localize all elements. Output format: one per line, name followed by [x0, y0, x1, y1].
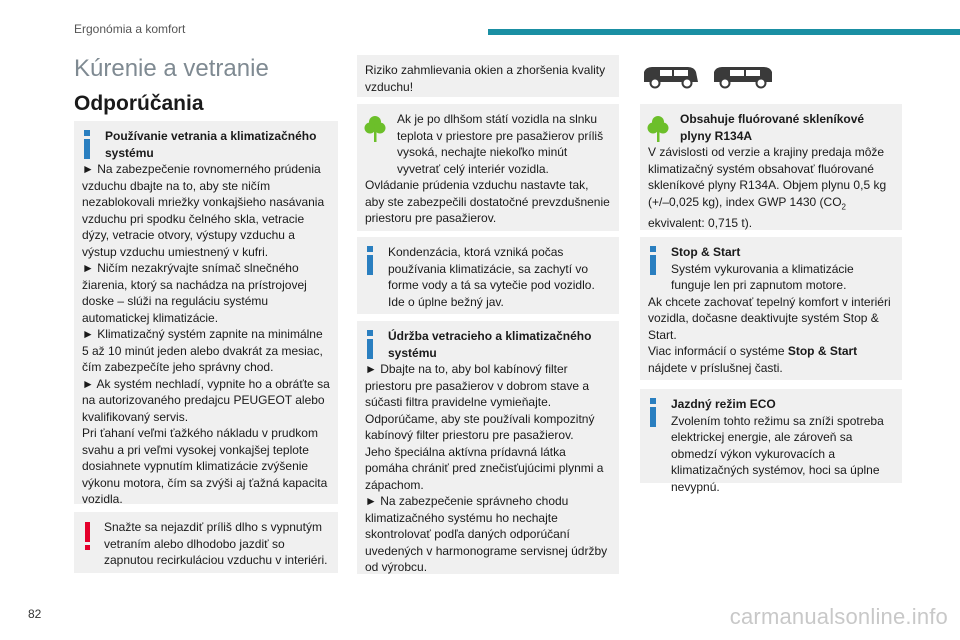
box-text: Riziko zahmlievania okien a zhoršenia kvality vzduchu! [365, 63, 606, 94]
box-text-part: V závislosti od verzie a krajiny predaja môže klimatizačný systém obsahovať fluórované skleníkové plyny R134A. Objem plynu 0,5 kg (+/–0,025 kg), index GWP 1430 (CO [648, 145, 887, 209]
box-text-part: Stop & Start [787, 344, 858, 358]
info-icon [650, 246, 656, 276]
info-icon [367, 246, 373, 276]
box-text: Jeho špeciálna aktívna prídavná látka pomáha chrániť pred znečisťujúcimi plynmi a zápachom. [365, 444, 604, 492]
header-rule [488, 29, 960, 35]
info-box-stop-start [640, 237, 902, 380]
subsection-title: Odporúčania [74, 92, 204, 115]
box-text: ► Ak systém nechladí, vypnite ho a obráťte sa na autorizovaného predajcu PEUGEOT alebo kvalifikovaný servis. [82, 376, 330, 424]
box-text: Ovládanie prúdenia vzduchu nastavte tak, aby ste zabezpečili dostatočné prevzdušnenie priestoru pre pasažierov. [365, 178, 610, 225]
info-icon [367, 330, 373, 360]
box-text: ► Klimatizačný systém zapnite na minimálne 5 až 10 minút jeden alebo dvakrát za mesiac, čím zabezpečíte jeho správny chod. [82, 327, 323, 374]
box-text: ► Dbajte na to, aby bol kabínový filter priestoru pre pasažierov v dobrom stave a súčasti filtra pravidelne vymieňajte. [365, 362, 590, 409]
box-text: ► Ničím nezakrývajte snímač slnečného žiarenia, ktorý sa nachádza na prístrojovej doske – slúži na reguláciu systému automatickej klimatizácie. [82, 261, 307, 325]
info-icon [650, 398, 656, 428]
info-icon [84, 130, 90, 160]
eco-box-hot-interior [357, 104, 619, 231]
info-box-eco-mode [640, 389, 902, 494]
box-text-part: nájdete v príslušnej časti. [648, 360, 783, 375]
box-heading: Stop & Start [671, 245, 741, 259]
box-text: ► Na zabezpečenie správneho chodu klimatizačného systému ho nechajte skontrolovať podľa daných odporúčaní uvedených v harmonograme servisnej údržby od výrobcu. [365, 494, 608, 574]
warning-box-recirculation [74, 512, 338, 573]
box-heading: Jazdný režim ECO [671, 397, 776, 411]
box-text: Zvolením tohto režimu sa zníži spotreba elektrickej energie, ale zároveň sa obmedzí výkon vykurovacích a klimatizačných systémov, hoci sa úplne nevypnú. [671, 413, 884, 494]
van-icon [710, 62, 776, 90]
box-heading: Obsahuje fluórované skleníkové plyny R134A [680, 112, 865, 143]
note-box-fogging-risk [357, 55, 619, 97]
box-text: Pri ťahaní veľmi ťažkého nákladu v prudkom svahu a pri veľmi vysokej vonkajšej teplote dosiahnete vypnutím klimatizácie zvýšenie výkonu motora, čím sa zvýši aj ťažná kapacita vozidla. [82, 426, 328, 506]
info-box-condensation [357, 237, 619, 314]
box-text: Ak chcete zachovať tepelný komfort v interiéri vozidla, dočasne deaktivujte systém Stop & Start. [648, 294, 891, 342]
warning-icon [85, 522, 90, 552]
box-text: Snažte sa nejazdiť príliš dlho s vypnutým vetraním alebo dlhodobo jazdiť so zapnutou recirkuláciou vzduchu v interiéri. [104, 520, 328, 567]
page-number: 82 [28, 607, 42, 621]
watermark: carmanualsonline.info [729, 604, 948, 629]
box-text [648, 144, 894, 232]
box-text: ► Na zabezpečenie rovnomerného prúdenia vzduchu dbajte na to, aby ste ničím nezablokovali mriežky vonkajšieho nasávania vzduchu pri spodku čelného skla, vetracie dýzy, vetracie otvory, výstupy vzduchu a výstup vzduchu umiestnený v kufri. [82, 162, 325, 259]
box-text [648, 343, 894, 376]
van-icon [640, 62, 702, 90]
box-text-part: ekvivalent: 0,715 t). [648, 216, 753, 231]
box-heading: Používanie vetrania a klimatizačného systému [105, 129, 317, 160]
box-heading: Údržba vetracieho a klimatizačného systému [388, 329, 592, 360]
box-text: Kondenzácia, ktorá vzniká počas používania klimatizácie, sa zachytí vo forme vody a tá sa vytečie pod vozidlo. Ide o úplne bežný jav. [388, 245, 595, 309]
subscript: 2 [841, 201, 846, 211]
section-title: Kúrenie a vetranie [74, 55, 269, 82]
box-text: Ak je po dlhšom státí vozidla na slnku teplota v priestore pre pasažierov príliš vysoká, nechajte niekoľko minút vyvetrať celý interiér vozidla. [397, 112, 604, 176]
box-text-part: Viac informácií o systéme [648, 344, 788, 358]
eco-box-fluorinated-gas [640, 104, 902, 230]
running-header: Ergonómia a komfort [74, 22, 186, 36]
info-box-ventilation-use [74, 121, 338, 504]
info-box-maintenance [357, 321, 619, 574]
leaf-icon [647, 113, 669, 143]
box-text: Systém vykurovania a klimatizácie funguje len pri zapnutom motore. [671, 261, 854, 292]
leaf-icon [364, 113, 386, 143]
box-text: Odporúčame, aby ste používali kompozitný kabínový filter priestoru pre pasažierov. [365, 411, 595, 442]
